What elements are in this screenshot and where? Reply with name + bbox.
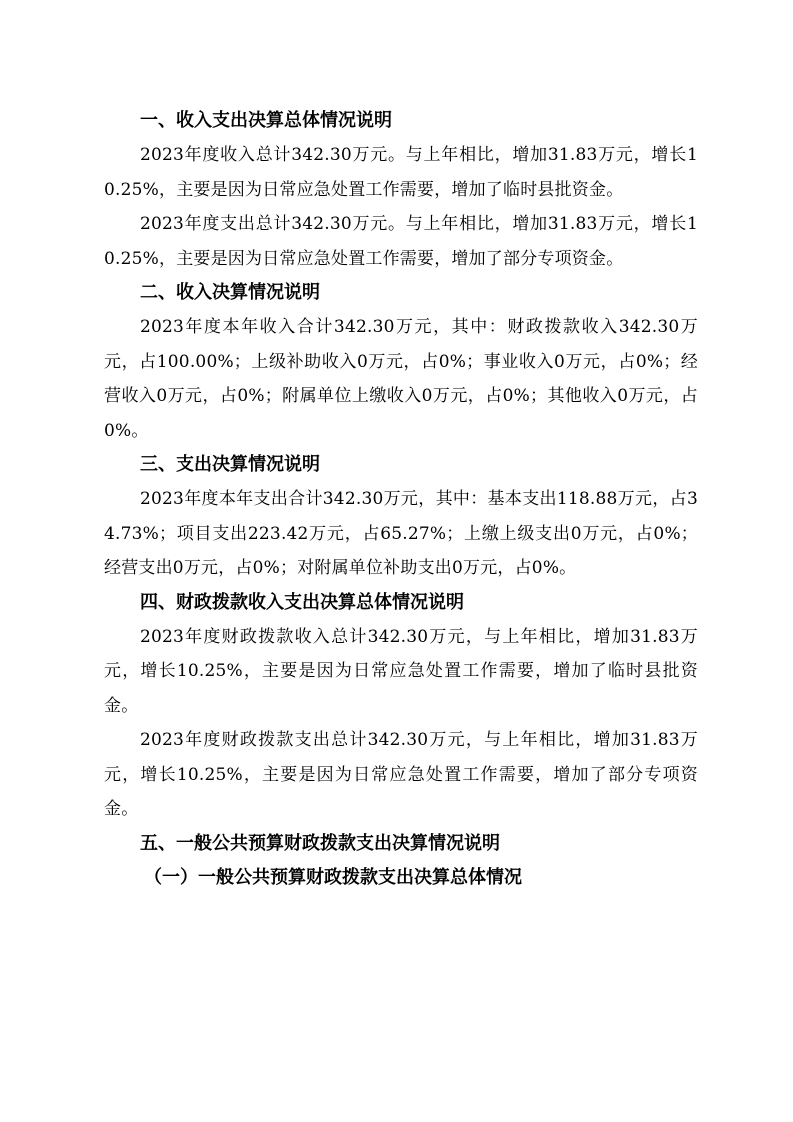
paragraph-fiscal-expense: 2023年度财政拨款支出总计342.30万元，与上年相比，增加31.83万元，增长10.25%，主要是因为日常应急处置工作需要，增加了部分专项资金。 [104,730,698,819]
subsection-heading-general-budget-overview: （一）一般公共预算财政拨款支出决算总体情况 [144,866,522,888]
section-heading-income-expense-overview: 一、收入支出决算总体情况说明 [140,110,392,131]
section-heading-fiscal-appropriation: 四、财政拨款收入支出决算总体情况说明 [140,591,464,613]
section-heading-general-budget: 五、一般公共预算财政拨款支出决算情况说明 [140,832,500,854]
paragraph-fiscal-income: 2023年度财政拨款收入总计342.30万元，与上年相比，增加31.83万元，增长10.25%，主要是因为日常应急处置工作需要，增加了临时县批资金。 [104,626,698,716]
section-heading-expense-details: 三、支出决算情况说明 [140,454,320,475]
paragraph-income-breakdown: 2023年度本年收入合计342.30万元，其中：财政拨款收入342.30万元，占100.00%；上级补助收入0万元，占0%；事业收入0万元，占0%；经营收入0万元，占0%；附属单位上缴收入0万元，占0%；其他收入0万元，占0%。 [104,317,698,441]
paragraph-expense-total: 2023年度支出总计342.30万元。与上年相比，增加31.83万元，增长10.25%，主要是因为日常应急处置工作需要，增加了部分专项资金。 [104,214,698,269]
paragraph-income-total: 2023年度收入总计342.30万元。与上年相比，增加31.83万元，增长10.25%，主要是因为日常应急处置工作需要，增加了临时县批资金。 [104,145,698,200]
section-heading-income-details: 二、收入决算情况说明 [140,282,320,303]
document-body [104,104,698,895]
paragraph-expense-breakdown: 2023年度本年支出合计342.30万元，其中：基本支出118.88万元，占34.73%；项目支出223.42万元，占65.27%；上缴上级支出0万元，占0%；经营支出0万元，占0%；对附属单位补助支出0万元，占0%。 [104,489,698,578]
